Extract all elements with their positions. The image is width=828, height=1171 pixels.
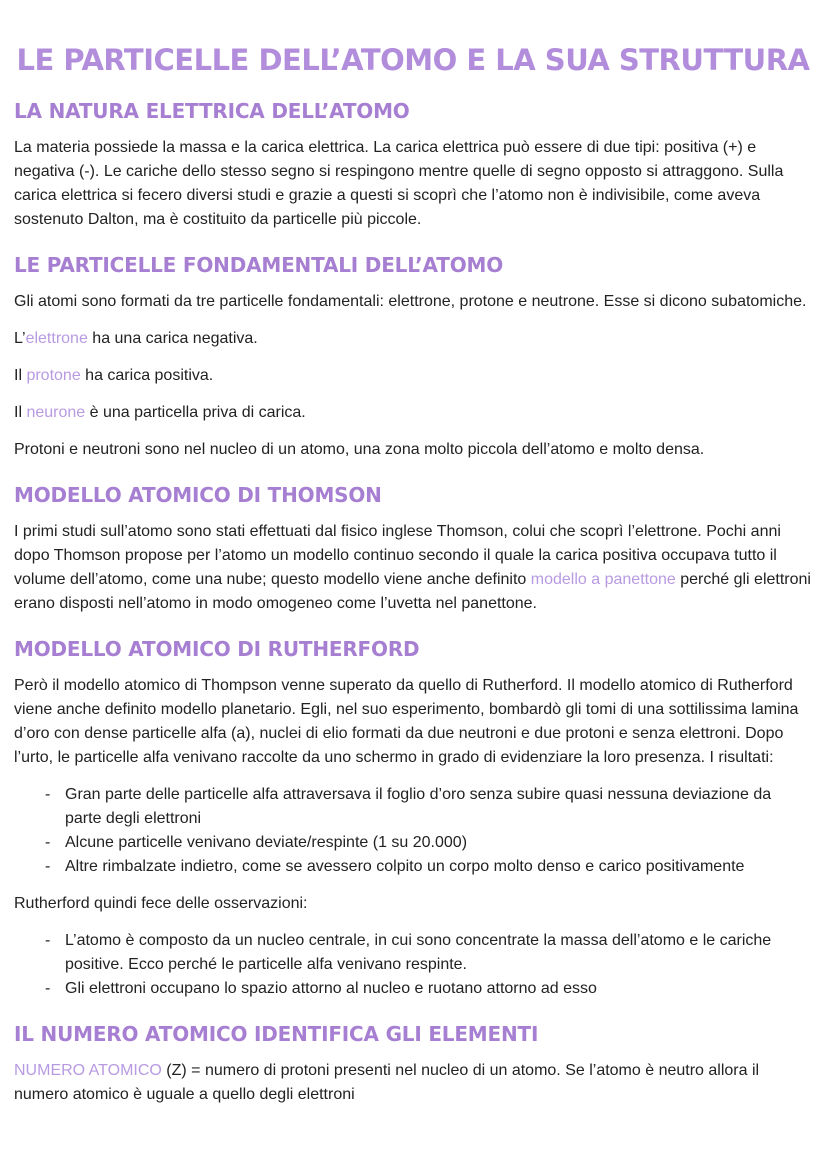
section-natura-elettrica xyxy=(14,99,812,232)
paragraph-numero-atomico xyxy=(14,1059,812,1107)
paragraph-osservazioni-intro: Rutherford quindi fece delle osservazioni: xyxy=(14,895,308,913)
list-item xyxy=(14,977,812,1001)
section-heading-particelle-fondamentali: LE PARTICELLE FONDAMENTALI DELL’ATOMO xyxy=(14,253,504,278)
highlight-term-protone: protone xyxy=(26,367,81,385)
paragraph-elettrone xyxy=(14,327,812,351)
highlight-term-modello-panettone: modello a panettone xyxy=(530,571,676,589)
highlight-term-neurone: neurone xyxy=(26,404,86,422)
text-run: ha carica positiva. xyxy=(80,367,214,385)
dash-bullet: - xyxy=(45,834,51,852)
list-item-text: L’atomo è composto da un nucleo centrale, in cui sono concentrate la massa dell’atomo e le cariche positive. Ecco perché le particelle alfa venivano respinte. xyxy=(65,932,772,974)
list-item xyxy=(14,783,812,831)
dash-bullet: - xyxy=(45,980,51,998)
results-list xyxy=(14,783,812,879)
dash-bullet: - xyxy=(45,858,51,876)
list-item xyxy=(14,929,812,977)
list-item xyxy=(14,831,812,855)
text-run: è una particella priva di carica. xyxy=(85,404,306,422)
text-run: Il xyxy=(14,404,27,422)
list-item-text: Gran parte delle particelle alfa attraversava il foglio d’oro senza subire quasi nessuna deviazione da parte degli elettroni xyxy=(65,786,772,828)
paragraph-natura-elettrica: La materia possiede la massa e la carica elettrica. La carica elettrica può essere di due tipi: positiva (+) e negativa (-). Le cariche dello stesso segno si respingono mentre quelle di segno opposto si attraggono. Sulla carica elettrica si fecero diversi studi e grazie a questi si scoprì che l’atomo non è indivisibile, come aveva sostenuto Dalton, ma è costituito da particelle più piccole. xyxy=(14,139,784,229)
section-numero-atomico xyxy=(14,1022,812,1107)
text-run: (Z) = numero di protoni presenti nel nucleo di un atomo. Se l’atomo è neutro allora il numero atomico è uguale a quello degli elettroni xyxy=(14,1062,760,1104)
text-run: I primi studi sull’atomo sono stati effettuati dal fisico inglese Thomson, colui che scoprì l’elettrone. Pochi anni dopo Thomson propose per l’atomo un modello continuo secondo il quale la carica positiva occupava tutto il volume dell’atomo, come una nube; questo modello viene anche definito xyxy=(14,523,781,589)
paragraph-nucleo: Protoni e neutroni sono nel nucleo di un atomo, una zona molto piccola dell’atomo e molto densa. xyxy=(14,441,705,459)
page-title: LE PARTICELLE DELL’ATOMO E LA SUA STRUTTURA xyxy=(16,43,810,77)
paragraph-neurone xyxy=(14,401,812,425)
paragraph-protone xyxy=(14,364,812,388)
dash-bullet: - xyxy=(45,786,51,804)
paragraph-particelle-intro: Gli atomi sono formati da tre particelle fondamentali: elettrone, protone e neutrone. Esse si dicono subatomiche. xyxy=(14,293,807,311)
list-item-text: Alcune particelle venivano deviate/respinte (1 su 20.000) xyxy=(65,834,468,852)
list-item xyxy=(14,855,812,879)
observations-list xyxy=(14,929,812,1001)
paragraph-rutherford: Però il modello atomico di Thompson venne superato da quello di Rutherford. Il modello atomico di Rutherford viene anche definito modello planetario. Egli, nel suo esperimento, bombardò gli tomi di una sottilissima lamina d’oro con dense particelle alfa (a), nuclei di elio formati da due neutroni e due protoni e senza elettroni. Dopo l’urto, le particelle alfa venivano raccolte da uno schermo in grado di evidenziare la loro presenza. I risultati: xyxy=(14,677,799,767)
text-run: Il xyxy=(14,367,27,385)
list-item-text: Altre rimbalzate indietro, come se avessero colpito un corpo molto denso e carico positivamente xyxy=(65,858,745,876)
highlight-term-numero-atomico: NUMERO ATOMICO xyxy=(14,1062,162,1080)
section-heading-modello-rutherford: MODELLO ATOMICO DI RUTHERFORD xyxy=(14,637,420,662)
section-modello-rutherford xyxy=(14,637,812,1001)
text-run: perché gli elettroni erano disposti nell’atomo in modo omogeneo come l’uvetta nel panettone. xyxy=(14,571,811,613)
section-heading-modello-thomson: MODELLO ATOMICO DI THOMSON xyxy=(14,483,382,508)
section-particelle-fondamentali xyxy=(14,253,812,462)
section-modello-thomson xyxy=(14,483,812,616)
list-item-text: Gli elettroni occupano lo spazio attorno al nucleo e ruotano attorno ad esso xyxy=(65,980,597,998)
section-heading-numero-atomico: IL NUMERO ATOMICO IDENTIFICA GLI ELEMENTI xyxy=(14,1022,539,1047)
paragraph-thomson xyxy=(14,520,812,616)
section-heading-natura-elettrica: LA NATURA ELETTRICA DELL’ATOMO xyxy=(14,99,410,124)
text-run: L’ xyxy=(14,330,26,348)
highlight-term-elettrone: elettrone xyxy=(25,330,88,348)
dash-bullet: - xyxy=(45,932,51,950)
text-run: ha una carica negativa. xyxy=(87,330,258,348)
